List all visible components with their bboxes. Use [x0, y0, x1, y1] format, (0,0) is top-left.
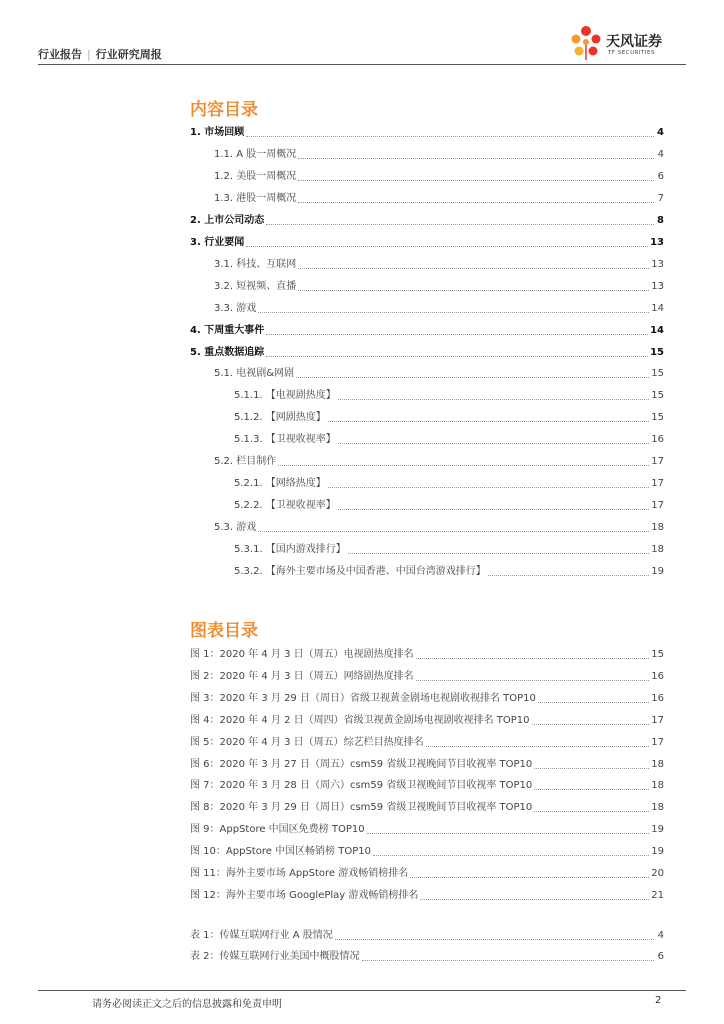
contents-entry[interactable]: [214, 146, 664, 162]
contents-entry-label: 1.3. 港股一周概况: [214, 192, 297, 204]
contents-entry-label: 1. 市场回顾: [190, 127, 245, 138]
figures-entry[interactable]: [190, 799, 664, 815]
contents-entry-page: 7: [657, 192, 664, 204]
figures-entry-page: 18: [651, 780, 664, 792]
dot-leader: [348, 553, 649, 554]
contents-entry[interactable]: [214, 278, 664, 294]
dot-leader: [373, 855, 649, 856]
report-subcategory: 行业研究周报: [95, 48, 162, 61]
dot-leader: [298, 290, 649, 291]
contents-entry-page: 19: [651, 566, 664, 577]
contents-entry-label: 5.3.1. 【国内游戏排行】: [234, 544, 346, 556]
contents-entry-page: 4: [657, 127, 664, 138]
contents-entry-page: 14: [651, 302, 664, 314]
contents-entry-page: 15: [650, 346, 664, 358]
contents-entry[interactable]: [214, 365, 664, 381]
figures-entry-page: 18: [651, 758, 664, 770]
figures-entry[interactable]: [190, 865, 664, 881]
contents-entry-label: 5.2.2. 【卫视收视率】: [234, 500, 336, 512]
page-number: 2: [655, 995, 662, 1006]
contents-entry[interactable]: [234, 431, 664, 447]
dot-leader: [362, 960, 654, 961]
figures-entry-label: 图 9：AppStore 中国区免费榜 TOP10: [190, 824, 365, 836]
contents-entry-label: 1.1. A 股一周概况: [214, 148, 297, 160]
figures-entry[interactable]: [190, 712, 664, 728]
contents-entry[interactable]: [214, 519, 664, 535]
flower-logo-icon: [568, 22, 604, 62]
figures-entry[interactable]: [190, 777, 664, 793]
figures-entry-label: 图 2：2020 年 4 月 3 日（周五）网络剧热度排名: [190, 670, 414, 682]
dot-leader: [298, 202, 654, 203]
contents-entry-page: 15: [651, 390, 664, 402]
contents-entry-page: 18: [651, 522, 664, 534]
dot-leader: [335, 939, 654, 940]
figures-entry-label: 图 7：2020 年 3 月 28 日（周六）csm59 省级卫视晚间节目收视率 TOP10: [190, 780, 533, 792]
figures-entry-label: 图 11：海外主要市场 AppStore 游戏畅销榜排名: [190, 868, 409, 879]
figures-entry-label: 图 10：AppStore 中国区畅销榜 TOP10: [190, 846, 371, 858]
dot-leader: [532, 724, 650, 725]
figures-entry-label: 图 12：海外主要市场 GooglePlay 游戏畅销榜排名: [190, 889, 419, 901]
contents-title: 内容目录: [190, 100, 258, 120]
figures-entry-page: 20: [651, 868, 664, 879]
figures-entry-label: 图 4：2020 年 4 月 2 日（周四）省级卫视黄金剧场电视剧收视排名 TOP10: [190, 714, 530, 726]
contents-entry[interactable]: [234, 475, 664, 491]
figures-title: 图表目录: [190, 621, 258, 641]
contents-entry-label: 5.1.3. 【卫视收视率】: [234, 434, 336, 446]
dot-leader: [266, 224, 654, 225]
contents-entry-label: 1.2. 美股一周概况: [214, 170, 297, 182]
contents-entry[interactable]: [214, 190, 664, 206]
dot-leader: [488, 575, 649, 576]
report-header: [38, 46, 162, 62]
dot-leader: [328, 421, 649, 422]
tables-entry[interactable]: [190, 927, 664, 943]
tables-entry-page: 6: [657, 951, 664, 962]
contents-entry[interactable]: [234, 541, 664, 557]
contents-entry-page: 13: [651, 258, 664, 270]
dot-leader: [266, 334, 648, 335]
disclaimer: 请务必阅读正文之后的信息披露和免责申明: [92, 999, 282, 1010]
tables-entry-page: 4: [657, 930, 664, 941]
contents-entry-label: 3.1. 科技、互联网: [214, 258, 297, 270]
figures-entry[interactable]: [190, 668, 664, 684]
dot-leader: [338, 399, 649, 400]
contents-entry-label: 5.3. 游戏: [214, 522, 257, 534]
dot-leader: [278, 465, 649, 466]
figures-entry-page: 15: [651, 649, 664, 660]
contents-entry-label: 5.3.2. 【海外主要市场及中国香港、中国台湾游戏排行】: [234, 566, 486, 577]
dot-leader: [296, 377, 649, 378]
contents-entry-label: 3.3. 游戏: [214, 302, 257, 314]
dot-leader: [416, 680, 650, 681]
dot-leader: [426, 746, 650, 747]
header-separator: |: [87, 48, 91, 61]
figures-entry[interactable]: [190, 821, 664, 837]
dot-leader: [298, 268, 649, 269]
contents-entry-label: 5.2.1. 【网络热度】: [234, 478, 326, 490]
dot-leader: [367, 833, 650, 834]
tables-entry[interactable]: [190, 948, 664, 964]
dot-leader: [410, 877, 649, 878]
header-divider: [38, 64, 686, 65]
contents-entry-page: 17: [651, 456, 664, 468]
contents-entry[interactable]: [214, 453, 664, 469]
figures-entry-label: 图 8：2020 年 3 月 29 日（周日）csm59 省级卫视晚间节目收视率 TOP10: [190, 802, 533, 814]
contents-entry-label: 3. 行业要闻: [190, 236, 245, 248]
contents-entry-page: 13: [650, 236, 664, 248]
dot-leader: [298, 180, 654, 181]
dot-leader: [266, 356, 648, 357]
contents-entry[interactable]: [190, 344, 664, 360]
figures-entry-page: 21: [651, 889, 664, 901]
figures-entry-label: 图 5：2020 年 4 月 3 日（周五）综艺栏目热度排名: [190, 736, 424, 748]
dot-leader: [328, 487, 649, 488]
contents-entry-label: 5.1. 电视剧&网剧: [214, 368, 295, 380]
figures-entry-page: 18: [651, 802, 664, 814]
contents-entry-label: 5.2. 栏目制作: [214, 456, 277, 468]
figures-entry[interactable]: [190, 646, 664, 662]
contents-entry-label: 5. 重点数据追踪: [190, 346, 265, 358]
contents-entry[interactable]: [214, 168, 664, 184]
dot-leader: [298, 158, 654, 159]
dot-leader: [258, 531, 649, 532]
dot-leader: [420, 899, 649, 900]
figures-entry[interactable]: [190, 734, 664, 750]
tables-entry-label: 表 2：传媒互联网行业美国中概股情况: [190, 951, 360, 962]
contents-entry-label: 4. 下周重大事件: [190, 324, 265, 336]
figures-entry-label: 图 1：2020 年 4 月 3 日（周五）电视剧热度排名: [190, 649, 414, 660]
contents-entry[interactable]: [234, 563, 664, 579]
contents-entry[interactable]: [190, 234, 664, 250]
report-category: 行业报告: [38, 48, 82, 61]
contents-entry-label: 5.1.1. 【电视剧热度】: [234, 390, 336, 402]
contents-entry[interactable]: [214, 256, 664, 272]
footer-divider: [38, 990, 686, 991]
contents-entry[interactable]: [190, 322, 664, 338]
contents-entry-page: 17: [651, 500, 664, 512]
contents-entry-page: 14: [650, 324, 664, 336]
dot-leader: [538, 702, 649, 703]
figures-entry[interactable]: [190, 756, 664, 772]
dot-leader: [246, 136, 654, 137]
contents-entry-label: 5.1.2. 【网剧热度】: [234, 412, 326, 424]
contents-entry-page: 15: [651, 412, 664, 424]
contents-entry-label: 2. 上市公司动态: [190, 214, 265, 226]
figures-entry-page: 16: [651, 692, 664, 704]
dot-leader: [338, 443, 649, 444]
dot-leader: [534, 789, 649, 790]
contents-entry-page: 6: [657, 170, 664, 182]
figures-entry-page: 16: [651, 670, 664, 682]
dot-leader: [534, 768, 649, 769]
contents-entry-page: 18: [651, 544, 664, 556]
figures-entry-label: 图 3：2020 年 3 月 29 日（周日）省级卫视黄金剧场电视剧收视排名 TOP10: [190, 692, 536, 704]
dot-leader: [338, 509, 649, 510]
figures-entry-page: 19: [651, 824, 664, 836]
company-logo: [568, 22, 688, 66]
figures-entry-label: 图 6：2020 年 3 月 27 日（周五）csm59 省级卫视晚间节目收视率 TOP10: [190, 758, 533, 770]
dot-leader: [246, 246, 648, 247]
figures-entry-page: 17: [651, 714, 664, 726]
contents-entry-page: 8: [657, 214, 664, 226]
tables-entry-label: 表 1：传媒互联网行业 A 股情况: [190, 930, 333, 941]
contents-entry-page: 16: [651, 434, 664, 446]
company-name-en: TF SECURITIES: [608, 50, 655, 56]
contents-entry-page: 15: [651, 368, 664, 380]
company-name: 天风证券: [606, 34, 662, 50]
figures-entry[interactable]: [190, 690, 664, 706]
contents-entry[interactable]: [214, 300, 664, 316]
contents-entry-label: 3.2. 短视频、直播: [214, 280, 297, 292]
figures-entry-page: 19: [651, 846, 664, 858]
contents-entry[interactable]: [234, 387, 664, 403]
contents-entry[interactable]: [234, 409, 664, 425]
figures-entry-page: 17: [651, 736, 664, 748]
contents-entry-page: 17: [651, 478, 664, 490]
dot-leader: [534, 811, 649, 812]
contents-entry[interactable]: [190, 124, 664, 140]
contents-entry-page: 13: [651, 280, 664, 292]
dot-leader: [416, 658, 650, 659]
contents-entry-page: 4: [657, 148, 664, 160]
contents-entry[interactable]: [234, 497, 664, 513]
dot-leader: [258, 312, 649, 313]
contents-entry[interactable]: [190, 212, 664, 228]
figures-entry[interactable]: [190, 843, 664, 859]
figures-entry[interactable]: [190, 887, 664, 903]
